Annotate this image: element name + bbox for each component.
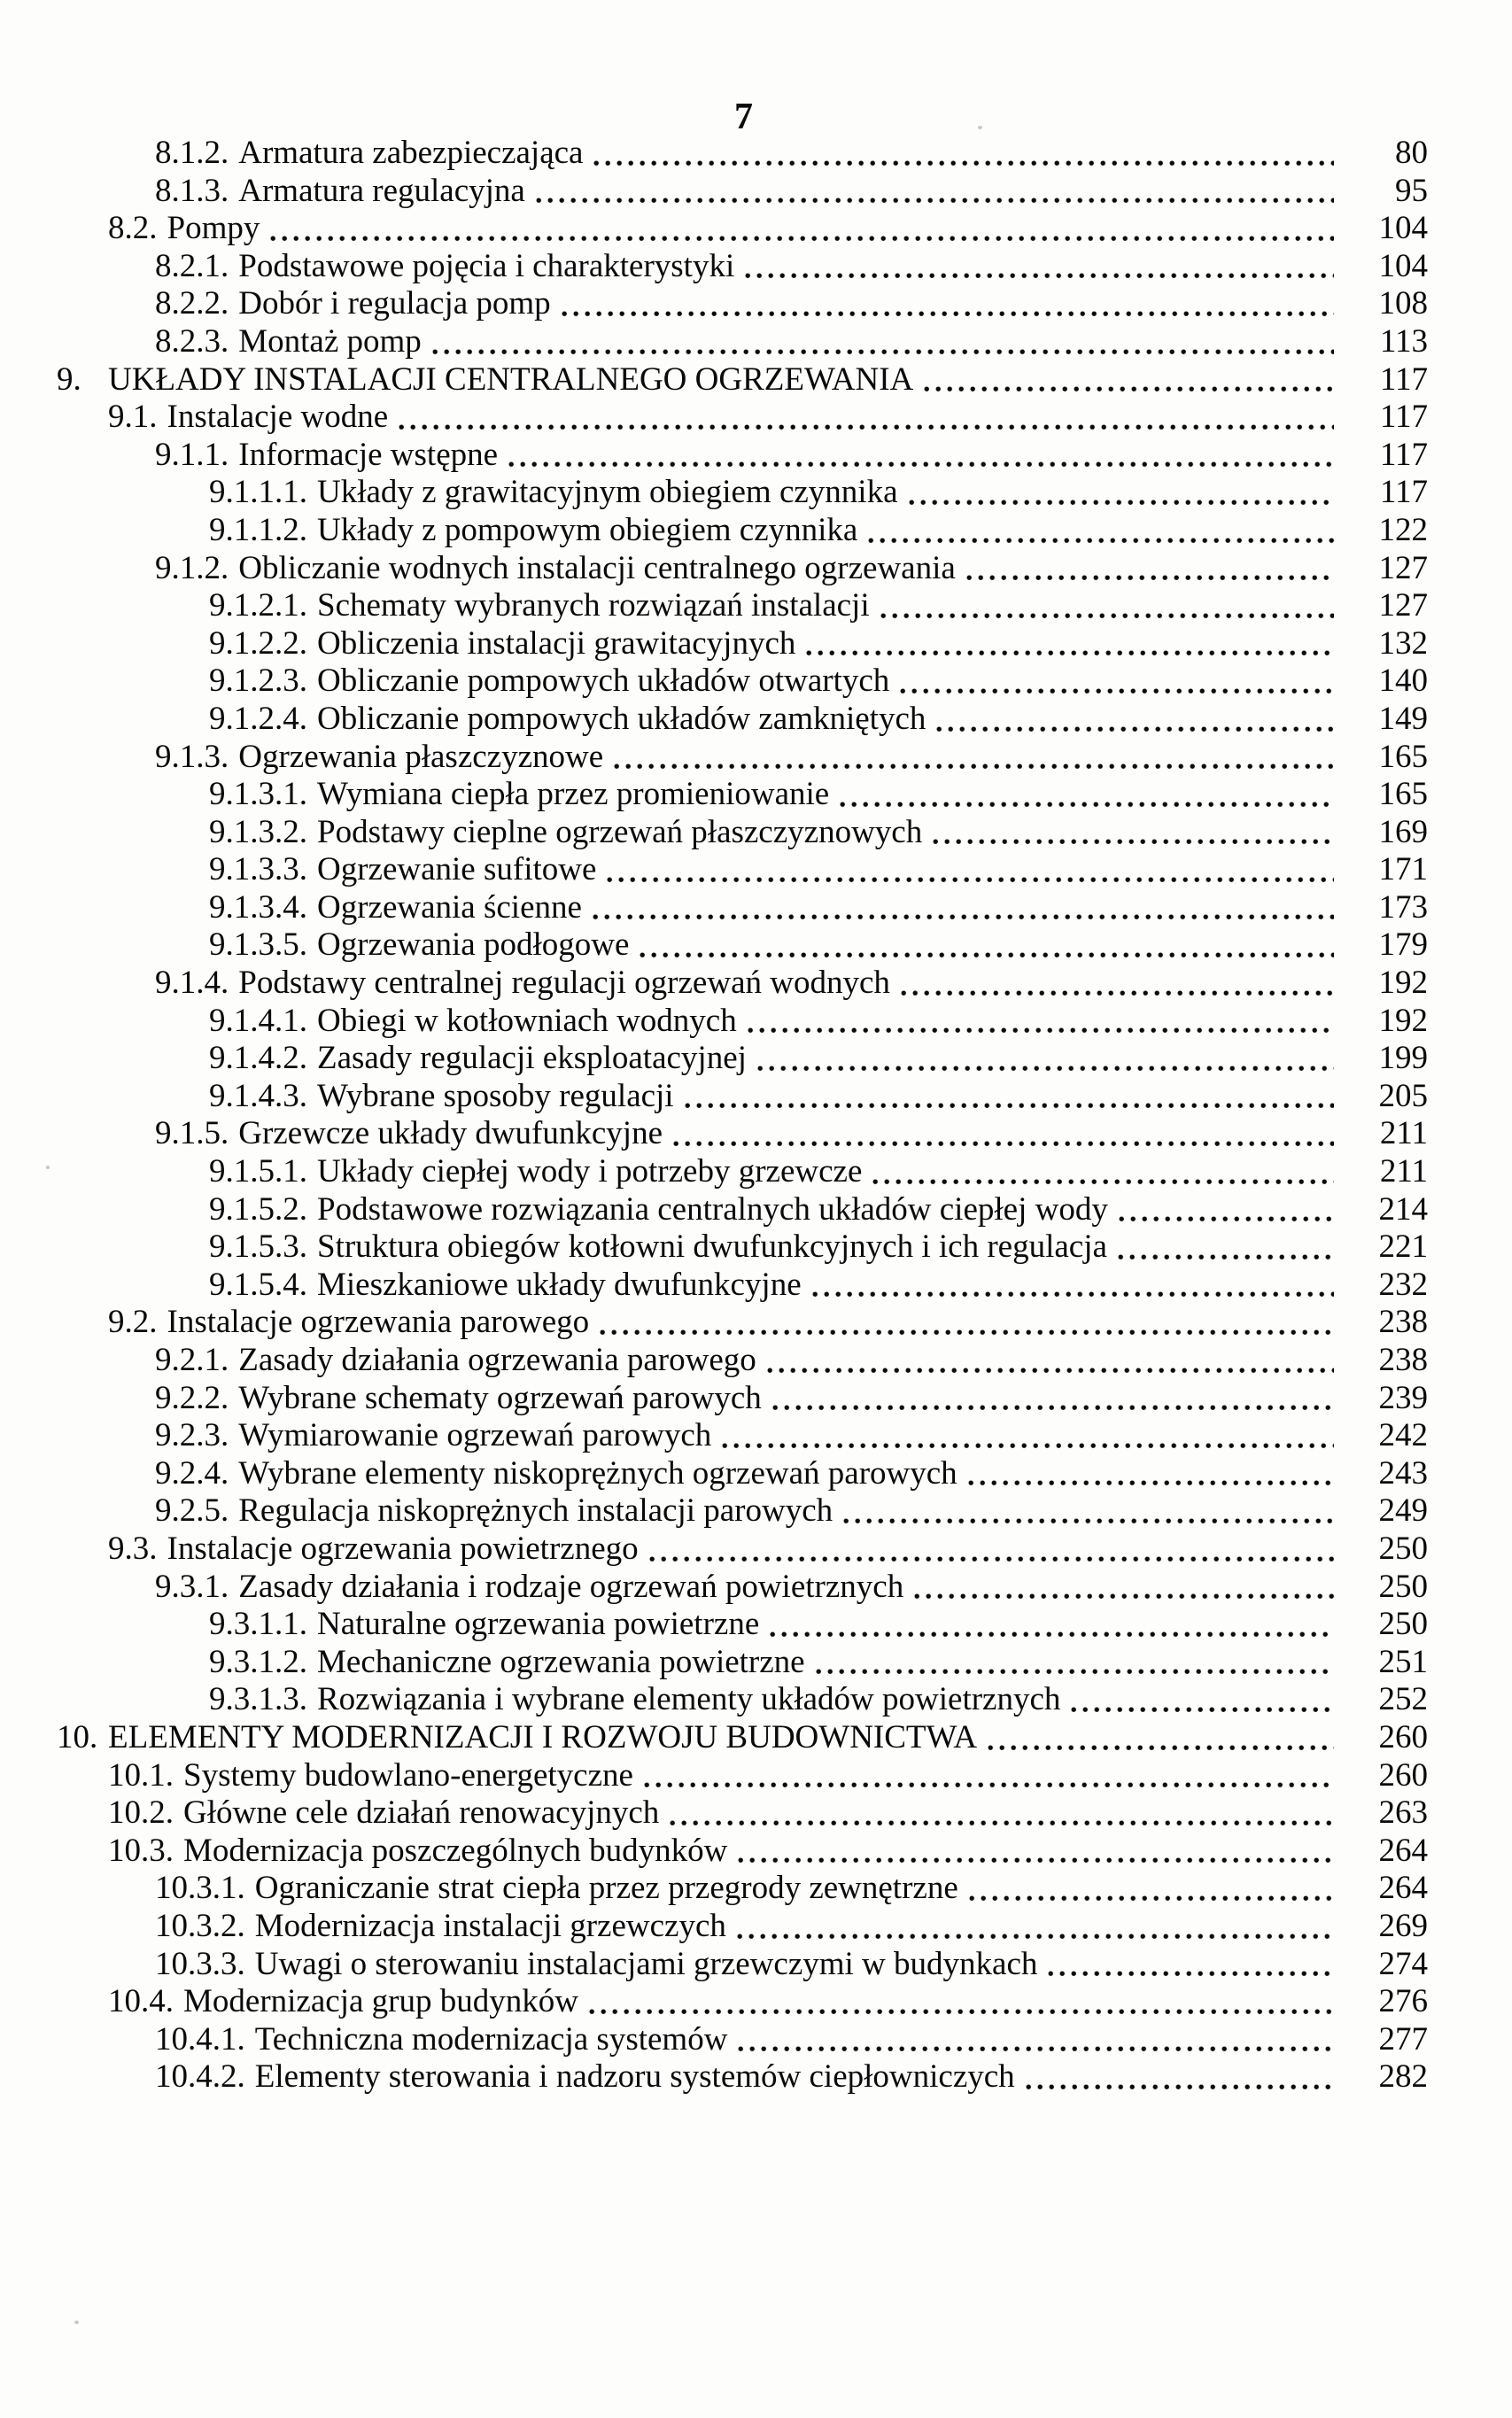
toc-entry-number: 9.1.3. xyxy=(155,738,229,775)
dot-leader xyxy=(816,1669,1334,1675)
toc-entry-title: Ogrzewania podłogowe xyxy=(317,926,630,964)
toc-entry-title: Ogrzewania ścienne xyxy=(317,888,582,926)
toc-entry-page: 140 xyxy=(1378,663,1428,700)
toc-entry xyxy=(0,1946,1428,1984)
dot-leader xyxy=(966,575,1334,581)
toc-entry-page: 117 xyxy=(1379,474,1428,511)
dot-leader xyxy=(924,386,1334,392)
toc-entry xyxy=(0,173,1428,211)
toc-entry-title: Ogrzewania płaszczyznowe xyxy=(238,738,604,775)
toc-entry-page: 276 xyxy=(1378,1983,1428,2020)
dot-leader xyxy=(812,1291,1334,1298)
toc-entry xyxy=(0,1455,1428,1493)
toc-entry-page: 242 xyxy=(1378,1417,1428,1454)
toc-entry xyxy=(0,135,1428,173)
toc-entry xyxy=(0,2021,1428,2059)
toc-entry xyxy=(0,889,1428,927)
toc-entry-page: 117 xyxy=(1379,399,1428,436)
toc-entry xyxy=(0,550,1428,588)
toc-entry-number: 9.1.2.3. xyxy=(209,663,307,700)
toc-entry-title: Podstawy centralnej regulacji ogrzewań wodnych xyxy=(238,965,890,1002)
dot-leader xyxy=(748,1027,1334,1034)
toc-entry xyxy=(0,625,1428,663)
toc-entry-page: 122 xyxy=(1378,511,1428,548)
toc-entry-number: 9.1.4. xyxy=(155,965,229,1002)
dot-leader xyxy=(868,538,1334,544)
toc-entry-page: 179 xyxy=(1378,926,1428,964)
toc-entry-page: 199 xyxy=(1378,1040,1428,1077)
toc-entry-number: 10.1. xyxy=(108,1756,174,1794)
toc-entry-number: 9.1.3.5. xyxy=(209,926,307,964)
toc-entry-number: 9.1.5.2. xyxy=(209,1190,307,1228)
toc-entry-number: 9.1.3.2. xyxy=(209,813,307,850)
toc-entry-title: Techniczna modernizacja systemów xyxy=(254,2020,728,2058)
page-number: 7 xyxy=(734,97,754,137)
toc-entry-number: 9.1.3.1. xyxy=(209,776,307,813)
toc-entry-number: 9.1.2. xyxy=(155,549,229,586)
toc-entry-number: 9.3.1.1. xyxy=(209,1606,307,1643)
toc-entry xyxy=(0,248,1428,286)
toc-entry-page: 104 xyxy=(1378,247,1428,284)
toc-entry-page: 260 xyxy=(1378,1756,1428,1794)
toc-entry-title: Układy ciepłej wody i potrzeby grzewcze xyxy=(317,1153,863,1190)
toc-entry-title: Dobór i regulacja pomp xyxy=(238,285,551,322)
dot-leader xyxy=(593,160,1334,167)
toc-entry-number: 9.1.5.1. xyxy=(209,1153,307,1190)
toc-entry-number: 9.2.1. xyxy=(155,1342,229,1378)
toc-entry-title: UKŁADY INSTALACJI CENTRALNEGO OGRZEWANIA xyxy=(108,360,914,398)
toc-entry xyxy=(0,1908,1428,1946)
toc-entry-number: 8.2.2. xyxy=(155,285,229,322)
toc-entry xyxy=(0,1569,1428,1607)
toc-entry-page: 252 xyxy=(1378,1681,1428,1718)
toc-entry-title: Modernizacja instalacji grzewczych xyxy=(254,1907,726,1944)
dot-leader xyxy=(1071,1707,1334,1713)
toc-entry xyxy=(0,814,1428,852)
toc-entry-title: Schematy wybranych rozwiązań instalacji xyxy=(317,587,870,624)
toc-entry-title: Modernizacja grup budynków xyxy=(183,1983,578,2020)
toc-entry-title: Informacje wstępne xyxy=(238,436,499,473)
toc-entry xyxy=(0,1833,1428,1871)
toc-entry-title: Naturalne ogrzewania powietrzne xyxy=(317,1606,760,1643)
toc-entry xyxy=(0,1153,1428,1191)
toc-entry-page: 243 xyxy=(1378,1454,1428,1492)
toc-entry xyxy=(0,1644,1428,1682)
toc-entry-number: 9.2.4. xyxy=(155,1454,229,1492)
toc-entry xyxy=(0,210,1428,248)
toc-entry-page: 263 xyxy=(1378,1794,1428,1832)
toc-entry-title: Wymiana ciepła przez promieniowanie xyxy=(317,776,830,813)
toc-entry-page: 260 xyxy=(1378,1718,1428,1755)
toc-entry xyxy=(0,399,1428,437)
dot-leader xyxy=(673,1141,1334,1147)
toc-entry-number: 9.2.2. xyxy=(155,1379,229,1416)
toc-entry-title: Uwagi o sterowaniu instalacjami grzewczymi w budynkach xyxy=(254,1945,1038,1982)
toc-entry-page: 250 xyxy=(1378,1530,1428,1567)
toc-entry-title: Ograniczanie strat ciepła przez przegrody zewnętrzne xyxy=(254,1870,958,1907)
toc-entry-title: Grzewcze układy dwufunkcyjne xyxy=(238,1115,663,1152)
toc-entry xyxy=(0,1342,1428,1380)
toc-entry-title: Obliczanie pompowych układów otwartych xyxy=(317,663,890,700)
dot-leader xyxy=(562,311,1334,317)
dot-leader xyxy=(589,2009,1334,2015)
toc-entry-number: 9.1.3.4. xyxy=(209,888,307,926)
toc-entry-page: 211 xyxy=(1379,1115,1428,1152)
toc-entry xyxy=(0,2058,1428,2096)
toc-entry-title: Struktura obiegów kotłowni dwufunkcyjnych i ich regulacja xyxy=(317,1228,1107,1266)
toc-entry-title: Systemy budowlano-energetyczne xyxy=(183,1756,633,1794)
toc-entry-number: 9.1.4.2. xyxy=(209,1040,307,1077)
toc-entry-number: 9.1.3.3. xyxy=(209,851,307,888)
toc-entry-title: Instalacje ogrzewania parowego xyxy=(167,1304,590,1341)
scan-speck xyxy=(978,126,982,129)
toc-entry-number: 8.1.2. xyxy=(155,135,229,171)
toc-entry-title: Układy z pompowym obiegiem czynnika xyxy=(317,511,858,548)
toc-entry-title: Elementy sterowania i nadzoru systemów ciepłowniczych xyxy=(254,2058,1015,2096)
toc-entry-page: 277 xyxy=(1378,2020,1428,2058)
toc-entry-page: 282 xyxy=(1378,2058,1428,2096)
toc-entry xyxy=(0,1040,1428,1078)
toc-entry-number: 9.1.5.4. xyxy=(209,1266,307,1303)
dot-leader xyxy=(722,1443,1334,1449)
toc-entry-page: 192 xyxy=(1378,1002,1428,1039)
dot-leader xyxy=(914,1593,1334,1600)
toc-entry-page: 239 xyxy=(1378,1379,1428,1416)
toc-entry xyxy=(0,1606,1428,1644)
toc-entry xyxy=(0,1983,1428,2021)
toc-entry-page: 221 xyxy=(1378,1228,1428,1266)
toc-entry xyxy=(0,926,1428,965)
dot-leader xyxy=(640,952,1334,958)
toc-entry-number: 9.2.5. xyxy=(155,1492,229,1530)
toc-entry xyxy=(0,663,1428,701)
toc-entry xyxy=(0,1267,1428,1305)
toc-entry-page: 250 xyxy=(1378,1568,1428,1605)
toc-entry-title: Zasady działania ogrzewania parowego xyxy=(238,1342,756,1378)
toc-entry-title: Podstawowe pojęcia i charakterystyki xyxy=(238,247,735,284)
toc-entry-number: 10.4.2. xyxy=(155,2058,245,2096)
dot-leader xyxy=(593,914,1334,920)
toc-entry-title: Modernizacja poszczególnych budynków xyxy=(183,1832,728,1869)
toc-entry-number: 9.2. xyxy=(108,1304,158,1341)
dot-leader xyxy=(936,726,1334,732)
toc-entry-title: Pompy xyxy=(167,210,260,247)
dot-leader xyxy=(840,802,1334,808)
toc-entry xyxy=(0,1870,1428,1908)
dot-leader xyxy=(933,839,1334,845)
dot-leader xyxy=(1119,1216,1334,1222)
toc-entry-title: Wybrane elementy niskoprężnych ogrzewań parowych xyxy=(238,1454,958,1492)
toc-entry-number: 9.3.1.3. xyxy=(209,1681,307,1718)
toc-entry xyxy=(0,512,1428,550)
toc-entry-title: Obiegi w kotłowniach wodnych xyxy=(317,1002,737,1039)
toc-entry-title: Wybrane sposoby regulacji xyxy=(317,1077,674,1114)
dot-leader xyxy=(968,1480,1334,1486)
toc-entry-title: Wymiarowanie ogrzewań parowych xyxy=(238,1417,712,1454)
toc-entry xyxy=(0,851,1428,889)
toc-entry-number: 9.1.5. xyxy=(155,1115,229,1152)
toc-entry-number: 9.3.1. xyxy=(155,1568,229,1605)
toc-entry xyxy=(0,701,1428,739)
toc-entry xyxy=(0,1531,1428,1569)
toc-entry-number: 10.2. xyxy=(108,1794,174,1832)
toc-entry-title: ELEMENTY MODERNIZACJI I ROZWOJU BUDOWNICTWA xyxy=(108,1718,978,1755)
toc-entry xyxy=(0,1191,1428,1229)
toc-entry-title: Armatura zabezpieczająca xyxy=(238,135,584,171)
toc-entry xyxy=(0,739,1428,777)
toc-entry-page: 264 xyxy=(1378,1870,1428,1907)
toc-entry-number: 10.4. xyxy=(108,1983,174,2020)
toc-entry-number: 9. xyxy=(57,360,81,398)
toc-entry-page: 274 xyxy=(1378,1945,1428,1982)
toc-entry-title: Instalacje ogrzewania powietrznego xyxy=(167,1530,639,1567)
toc-entry-title: Układy z grawitacyjnym obiegiem czynnika xyxy=(317,474,898,511)
toc-entry-number: 9.1.2.4. xyxy=(209,700,307,737)
dot-leader xyxy=(901,990,1334,996)
scan-speck xyxy=(74,2321,79,2324)
dot-leader xyxy=(432,349,1334,355)
toc-entry-number: 8.2. xyxy=(108,210,158,247)
dot-leader xyxy=(770,1631,1334,1638)
toc-entry xyxy=(0,1003,1428,1041)
toc-entry-page: 249 xyxy=(1378,1492,1428,1530)
toc-entry-title: Obliczenia instalacji grawitacyjnych xyxy=(317,624,796,662)
toc-entry-title: Armatura regulacyjna xyxy=(238,172,525,209)
dot-leader xyxy=(670,1820,1334,1826)
toc-entry-number: 8.2.3. xyxy=(155,322,229,360)
dot-leader xyxy=(806,650,1334,656)
toc-entry-page: 80 xyxy=(1395,135,1428,171)
toc-entry-page: 113 xyxy=(1379,322,1428,360)
toc-entry-page: 104 xyxy=(1378,210,1428,247)
dot-leader xyxy=(767,1368,1334,1374)
toc-entry-page: 232 xyxy=(1378,1266,1428,1303)
toc-entry-title: Podstawowe rozwiązania centralnych układów ciepłej wody xyxy=(317,1190,1108,1228)
toc-entry-number: 9.1.1.1. xyxy=(209,474,307,511)
toc-entry xyxy=(0,1757,1428,1795)
toc-entry-page: 250 xyxy=(1378,1606,1428,1643)
toc-entry-page: 269 xyxy=(1378,1907,1428,1944)
dot-leader xyxy=(757,1066,1334,1072)
toc-entry-title: Zasady działania i rodzaje ogrzewań powietrznych xyxy=(238,1568,904,1605)
toc-entry xyxy=(0,776,1428,814)
toc-entry-number: 9.1.2.2. xyxy=(209,624,307,662)
toc-entry-title: Regulacja niskoprężnych instalacji parowych xyxy=(238,1492,834,1530)
toc-entry-title: Podstawy cieplne ogrzewań płaszczyznowych xyxy=(317,813,923,850)
toc-entry xyxy=(0,1794,1428,1833)
dot-leader xyxy=(872,1179,1334,1185)
toc-entry xyxy=(0,1078,1428,1116)
toc-entry-number: 9.3.1.2. xyxy=(209,1643,307,1680)
toc-entry-page: 238 xyxy=(1378,1304,1428,1341)
dot-leader xyxy=(649,1556,1334,1562)
toc-entry-page: 127 xyxy=(1378,587,1428,624)
dot-leader xyxy=(745,273,1334,279)
toc-entry-title: Zasady regulacji eksploatacyjnej xyxy=(317,1040,747,1077)
toc-entry xyxy=(0,1719,1428,1757)
toc-entry-page: 108 xyxy=(1378,285,1428,322)
toc-entry xyxy=(0,437,1428,475)
toc-entry-page: 169 xyxy=(1378,813,1428,850)
toc-entry-page: 117 xyxy=(1379,360,1428,398)
toc-entry xyxy=(0,1492,1428,1531)
toc-entry-number: 10.3.2. xyxy=(155,1907,245,1944)
toc-entry-number: 10. xyxy=(57,1718,98,1755)
dot-leader xyxy=(737,1934,1334,1940)
dot-leader xyxy=(900,688,1334,694)
dot-leader xyxy=(1118,1254,1334,1260)
toc-entry-number: 9.1.2.1. xyxy=(209,587,307,624)
dot-leader xyxy=(685,1103,1334,1109)
dot-leader xyxy=(644,1782,1334,1788)
toc-entry xyxy=(0,1228,1428,1267)
dot-leader xyxy=(843,1518,1334,1524)
toc-entry-number: 9.1. xyxy=(108,399,158,436)
toc-entry-page: 95 xyxy=(1395,172,1428,209)
dot-leader xyxy=(1026,2084,1334,2090)
toc-entry-number: 9.2.3. xyxy=(155,1417,229,1454)
toc-entry-number: 8.1.3. xyxy=(155,172,229,209)
toc-entry-title: Wybrane schematy ogrzewań parowych xyxy=(238,1379,762,1416)
toc-entry xyxy=(0,285,1428,323)
toc-entry-page: 205 xyxy=(1378,1077,1428,1114)
toc-entry-page: 192 xyxy=(1378,965,1428,1002)
toc-entry xyxy=(0,1681,1428,1719)
toc-entry-page: 251 xyxy=(1378,1643,1428,1680)
dot-leader xyxy=(399,424,1334,430)
dot-leader xyxy=(1048,1971,1334,1977)
toc-entry-number: 9.1.1.2. xyxy=(209,511,307,548)
toc-entry-title: Rozwiązania i wybrane elementy układów powietrznych xyxy=(317,1681,1061,1718)
toc-entry-title: Instalacje wodne xyxy=(167,399,389,436)
toc-entry-page: 127 xyxy=(1378,549,1428,586)
toc-entry-number: 10.4.1. xyxy=(155,2020,245,2058)
toc-entry-page: 173 xyxy=(1378,888,1428,926)
dot-leader xyxy=(909,500,1334,506)
toc-entry xyxy=(0,587,1428,625)
toc-entry-title: Mieszkaniowe układy dwufunkcyjne xyxy=(317,1266,802,1303)
toc-entry-page: 238 xyxy=(1378,1342,1428,1378)
toc-entry-number: 9.1.5.3. xyxy=(209,1228,307,1266)
toc-entry xyxy=(0,474,1428,512)
dot-leader xyxy=(738,1857,1334,1864)
toc-entry-page: 165 xyxy=(1378,738,1428,775)
dot-leader xyxy=(270,236,1334,242)
toc-entry-number: 8.2.1. xyxy=(155,247,229,284)
toc-entry-title: Mechaniczne ogrzewania powietrzne xyxy=(317,1643,805,1680)
toc-entry-page: 117 xyxy=(1379,436,1428,473)
toc-entry xyxy=(0,361,1428,399)
toc-entry-number: 10.3. xyxy=(108,1832,174,1869)
toc-entry-number: 9.1.1. xyxy=(155,436,229,473)
dot-leader xyxy=(969,1895,1334,1902)
dot-leader xyxy=(614,763,1334,770)
toc-entry-title: Obliczanie wodnych instalacji centralnego ogrzewania xyxy=(238,549,956,586)
dot-leader xyxy=(880,613,1334,619)
toc-entry xyxy=(0,1380,1428,1418)
dot-leader xyxy=(508,461,1334,468)
toc-entry-number: 9.1.4.3. xyxy=(209,1077,307,1114)
toc-entry-page: 264 xyxy=(1378,1832,1428,1869)
toc-entry xyxy=(0,1304,1428,1342)
dot-leader xyxy=(738,2046,1334,2052)
toc-entry-title: Ogrzewanie sufitowe xyxy=(317,851,597,888)
toc-entry-number: 10.3.3. xyxy=(155,1945,245,1982)
toc-entry-number: 9.1.4.1. xyxy=(209,1002,307,1039)
toc-entry-page: 214 xyxy=(1378,1190,1428,1228)
toc-entry-page: 132 xyxy=(1378,624,1428,662)
dot-leader xyxy=(988,1745,1334,1751)
dot-leader xyxy=(772,1405,1334,1411)
dot-leader xyxy=(607,877,1334,883)
toc-entry xyxy=(0,323,1428,361)
toc-entry-page: 171 xyxy=(1378,851,1428,888)
toc-entry-title: Montaż pomp xyxy=(238,322,422,360)
dot-leader xyxy=(600,1329,1334,1336)
toc-entry xyxy=(0,1417,1428,1455)
toc-entry xyxy=(0,1115,1428,1153)
toc-entry-number: 9.3. xyxy=(108,1530,158,1567)
toc-entry xyxy=(0,965,1428,1003)
scan-speck xyxy=(46,1166,50,1169)
toc-entry-number: 10.3.1. xyxy=(155,1870,245,1907)
toc-entry-page: 149 xyxy=(1378,700,1428,737)
toc-entry-title: Obliczanie pompowych układów zamkniętych xyxy=(317,700,927,737)
toc-entry-page: 165 xyxy=(1378,776,1428,813)
toc-entry-page: 211 xyxy=(1379,1153,1428,1190)
toc-entry-title: Główne cele działań renowacyjnych xyxy=(183,1794,660,1832)
toc-list xyxy=(0,135,1428,2096)
dot-leader xyxy=(536,198,1334,204)
